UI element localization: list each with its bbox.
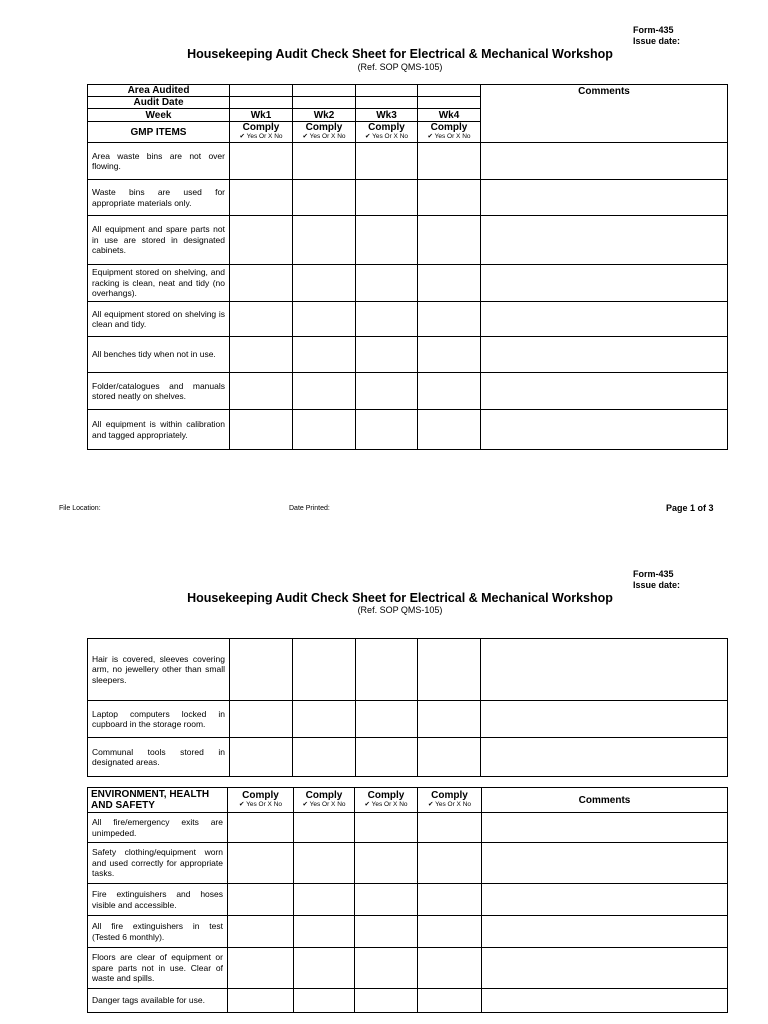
comply-cell[interactable] [356,373,418,410]
issue-date-label: Issue date: [633,580,681,590]
comply-cell[interactable] [418,373,481,410]
gmp-item: Laptop computers locked in cupboard in the storage room. [88,701,230,738]
comply-cell[interactable] [355,884,418,916]
file-location-label: File Location: [59,505,101,512]
table-row [88,302,728,337]
issue-date-label: Issue date: [633,36,681,46]
table-row [88,989,728,1013]
comply-cell[interactable] [228,884,294,916]
comply-cell[interactable] [356,410,418,450]
table-row [88,639,728,701]
page-title: Housekeeping Audit Check Sheet for Electrical & Mechanical Workshop [187,47,613,61]
comments-cell[interactable] [481,143,728,180]
comply-cell[interactable] [355,813,418,843]
comments-cell[interactable] [481,265,728,302]
comply-cell[interactable] [418,180,481,216]
comply-cell[interactable] [293,639,356,701]
table-row [88,948,728,989]
table-row [88,701,728,738]
comply-cell[interactable] [356,639,418,701]
gmp-audit-table [87,84,728,450]
table-row [88,180,728,216]
comply-cell[interactable] [418,701,481,738]
comply-cell[interactable] [228,989,294,1013]
comments-cell[interactable] [481,738,728,777]
comply-cell[interactable] [418,639,481,701]
comply-cell[interactable] [293,701,356,738]
audit-date-wk2[interactable] [293,97,356,109]
comply-header-wk1: Comply ✔ Yes Or X No [230,122,293,143]
comply-cell[interactable] [418,410,481,450]
gmp-item: Equipment stored on shelving, and racking is clean, neat and tidy (no overhangs). [88,265,230,302]
table-row [88,410,728,450]
comply-cell[interactable] [230,410,293,450]
week-4-header: Wk4 [418,109,481,122]
comply-cell[interactable] [356,216,418,265]
table-row [88,916,728,948]
sop-reference: (Ref. SOP QMS-105) [357,605,443,615]
comply-cell[interactable] [230,738,293,777]
comply-cell[interactable] [294,884,355,916]
page-number: Page 1 of 3 [666,503,714,513]
comply-cell[interactable] [294,948,355,989]
ehs-section-header: ENVIRONMENT, HEALTH AND SAFETY [88,788,228,813]
table-row [88,373,728,410]
comply-cell[interactable] [418,948,482,989]
comply-cell[interactable] [228,813,294,843]
form-number: Form-435 [633,569,674,579]
comply-cell[interactable] [293,143,356,180]
comply-cell[interactable] [418,813,482,843]
comply-cell[interactable] [355,948,418,989]
table-row [88,143,728,180]
table-row [88,738,728,777]
ehs-audit-table [87,787,728,1013]
comments-header: Comments [482,788,728,813]
gmp-item: Communal tools stored in designated areas. [88,738,230,777]
area-audited-wk3[interactable] [356,85,418,97]
comply-header-wk2: Comply ✔ Yes Or X No [294,788,355,813]
area-audited-wk1[interactable] [230,85,293,97]
comply-cell[interactable] [355,989,418,1013]
comply-cell[interactable] [293,302,356,337]
comply-cell[interactable] [418,143,481,180]
comply-cell[interactable] [230,337,293,373]
gmp-continued-table [87,638,728,777]
comply-cell[interactable] [293,265,356,302]
comply-header-wk1: Comply ✔ Yes Or X No [228,788,294,813]
table-row [88,843,728,884]
ehs-item: Danger tags available for use. [88,989,228,1013]
comments-cell[interactable] [482,843,728,884]
comply-cell[interactable] [356,337,418,373]
comments-cell[interactable] [482,948,728,989]
comments-cell[interactable] [481,337,728,373]
comply-cell[interactable] [228,843,294,884]
comply-cell[interactable] [355,916,418,948]
comply-cell[interactable] [356,265,418,302]
comply-cell[interactable] [293,738,356,777]
audit-date-wk1[interactable] [230,97,293,109]
comments-cell[interactable] [481,180,728,216]
area-audited-label: Area Audited [88,85,230,97]
comply-cell[interactable] [356,738,418,777]
ehs-item: All fire extinguishers in test (Tested 6 monthly). [88,916,228,948]
comply-cell[interactable] [294,843,355,884]
comments-cell[interactable] [481,639,728,701]
comply-cell[interactable] [418,337,481,373]
ehs-item: Safety clothing/equipment worn and used correctly for appropriate tasks. [88,843,228,884]
week-label: Week [88,109,230,122]
comply-cell[interactable] [418,216,481,265]
comply-cell[interactable] [228,948,294,989]
comments-header: Comments [481,85,728,143]
gmp-item: All equipment and spare parts not in use are stored in designated cabinets. [88,216,230,265]
table-row [88,337,728,373]
comply-cell[interactable] [356,701,418,738]
comply-cell[interactable] [356,180,418,216]
gmp-item: All equipment stored on shelving is clean and tidy. [88,302,230,337]
comply-cell[interactable] [418,843,482,884]
comply-cell[interactable] [294,989,355,1013]
comply-cell[interactable] [230,143,293,180]
table-row [88,884,728,916]
gmp-item: All benches tidy when not in use. [88,337,230,373]
table-row [88,265,728,302]
page-title: Housekeeping Audit Check Sheet for Electrical & Mechanical Workshop [187,591,613,605]
page-2 [0,544,768,1024]
table-row [88,813,728,843]
audit-date-wk3[interactable] [356,97,418,109]
comply-cell[interactable] [294,916,355,948]
comments-cell[interactable] [482,813,728,843]
comply-cell[interactable] [418,738,481,777]
week-2-header: Wk2 [293,109,356,122]
comply-cell[interactable] [293,373,356,410]
comply-cell[interactable] [356,302,418,337]
comply-cell[interactable] [230,216,293,265]
gmp-item: All equipment is within calibration and tagged appropriately. [88,410,230,450]
comply-cell[interactable] [293,216,356,265]
comply-cell[interactable] [293,337,356,373]
gmp-item: Hair is covered, sleeves covering arm, no jewellery other than small sleepers. [88,639,230,701]
comply-cell[interactable] [418,989,482,1013]
ehs-item: All fire/emergency exits are unimpeded. [88,813,228,843]
comments-cell[interactable] [481,302,728,337]
gmp-item: Folder/catalogues and manuals stored neatly on shelves. [88,373,230,410]
area-audited-wk2[interactable] [293,85,356,97]
comments-cell[interactable] [481,216,728,265]
comply-header-wk3: Comply ✔ Yes Or X No [355,788,418,813]
comments-cell[interactable] [482,916,728,948]
comply-header-wk2: Comply ✔ Yes Or X No [293,122,356,143]
comply-cell[interactable] [230,302,293,337]
date-printed-label: Date Printed: [289,505,330,512]
comply-cell[interactable] [294,813,355,843]
comply-cell[interactable] [228,916,294,948]
comply-cell[interactable] [418,265,481,302]
gmp-item: Area waste bins are not over flowing. [88,143,230,180]
comply-cell[interactable] [418,302,481,337]
comply-cell[interactable] [230,265,293,302]
gmp-item: Waste bins are used for appropriate materials only. [88,180,230,216]
ehs-item: Fire extinguishers and hoses visible and accessible. [88,884,228,916]
comply-cell[interactable] [230,180,293,216]
comments-cell[interactable] [481,410,728,450]
comply-cell[interactable] [356,143,418,180]
comments-cell[interactable] [481,701,728,738]
week-3-header: Wk3 [356,109,418,122]
comply-header-wk3: Comply ✔ Yes Or X No [356,122,418,143]
comply-cell[interactable] [230,639,293,701]
sop-reference: (Ref. SOP QMS-105) [357,62,443,72]
comply-cell[interactable] [355,843,418,884]
comply-cell[interactable] [230,701,293,738]
comments-cell[interactable] [481,373,728,410]
comply-cell[interactable] [418,884,482,916]
ehs-item: Floors are clear of equipment or spare parts not in use. Clear of waste and spills. [88,948,228,989]
comply-header-wk4: Comply ✔ Yes Or X No [418,788,482,813]
area-audited-wk4[interactable] [418,85,481,97]
gmp-items-header: GMP ITEMS [88,122,230,143]
form-number: Form-435 [633,25,674,35]
comply-cell[interactable] [293,180,356,216]
audit-date-label: Audit Date [88,97,230,109]
comply-cell[interactable] [418,916,482,948]
comply-header-wk4: Comply ✔ Yes Or X No [418,122,481,143]
audit-date-wk4[interactable] [418,97,481,109]
week-1-header: Wk1 [230,109,293,122]
comments-cell[interactable] [482,884,728,916]
comply-cell[interactable] [293,410,356,450]
comments-cell[interactable] [482,989,728,1013]
comply-cell[interactable] [230,373,293,410]
table-row [88,216,728,265]
